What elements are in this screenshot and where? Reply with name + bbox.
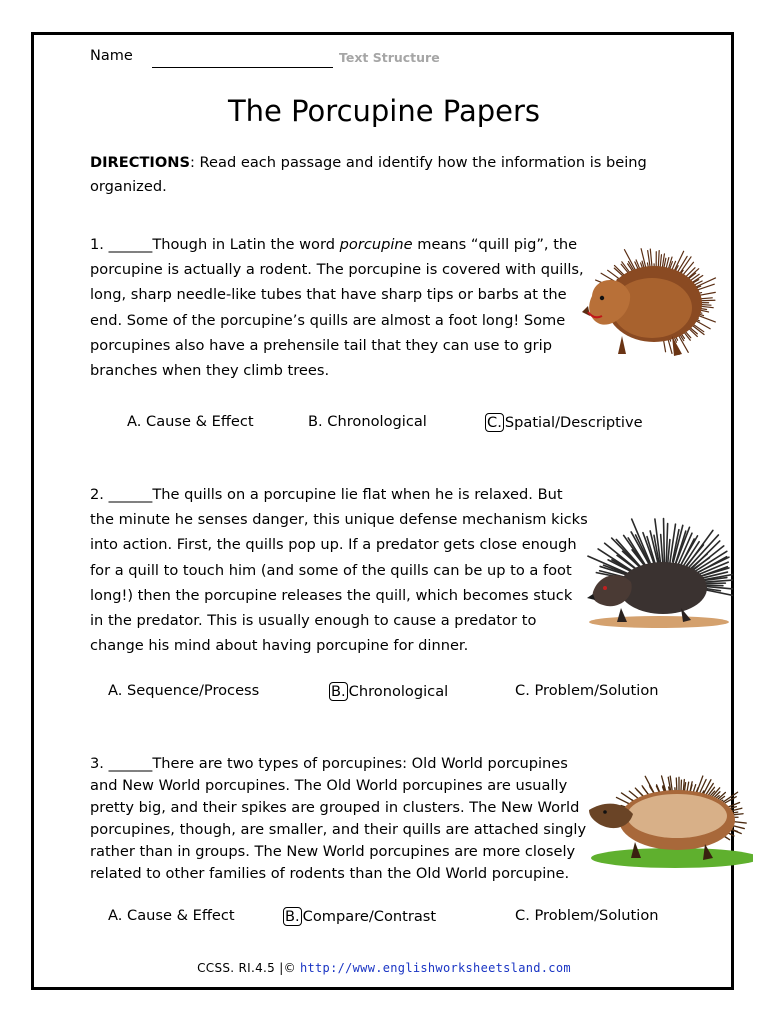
option-2a[interactable]: A. Sequence/Process (108, 682, 260, 699)
porcupine-body (619, 562, 707, 614)
passage-line: for a quill to touch him (and some of the quills can be up to a foot (90, 561, 572, 579)
passage-line: and New World porcupines. The Old World porcupines are usually (90, 777, 568, 794)
passage-line: pretty big, and their spikes are grouped in clusters. The New World (90, 799, 580, 816)
directions-label: DIRECTIONS (90, 154, 190, 171)
passage-line: related to other families of rodents than the Old World porcupine. (90, 865, 570, 882)
worksheet-subject: Text Structure (339, 50, 440, 65)
passage-line: into action. First, the quills pop up. If a predator gets close enough (90, 536, 577, 554)
passage-line: porcupine is actually a rodent. The porcupine is covered with quills, (90, 261, 584, 279)
grass-patch (591, 848, 753, 868)
passage-line: 3. ______There are two types of porcupines: Old World porcupines (90, 755, 568, 772)
passage-1 (90, 232, 584, 383)
footer-standard: CCSS. RI.4.5 |© (197, 961, 300, 975)
option-1a[interactable]: A. Cause & Effect (127, 413, 254, 430)
directions (90, 151, 650, 199)
passage-line: long, sharp needle-like tubes that have sharp tips or barbs at the (90, 286, 567, 304)
circled-answer: C. (487, 414, 502, 431)
option-1c[interactable]: C. Spatial/Descriptive (487, 414, 643, 431)
passage-line: end. Some of the porcupine’s quills are almost a foot long! Some (90, 311, 566, 329)
passage-line: the minute he senses danger, this unique defense mechanism kicks (90, 511, 588, 529)
circled-answer: B. (285, 908, 300, 925)
passage-line: in the predator. This is usually enough to cause a predator to (90, 612, 537, 630)
passage-line: branches when they climb trees. (90, 362, 330, 380)
footer (0, 961, 768, 975)
passage-3 (90, 753, 586, 885)
directions-text: : Read each passage and identify how the information is being organized. (90, 154, 647, 195)
passage-line: change his mind about having porcupine for dinner. (90, 637, 469, 655)
name-label: Name (90, 48, 133, 64)
porcupine-illustration-2 (585, 504, 733, 632)
name-field-line[interactable] (152, 67, 333, 68)
option-1b[interactable]: B. Chronological (308, 413, 427, 430)
passage-line: porcupines, though, are smaller, and their quills are attached singly (90, 821, 587, 838)
passage-line: porcupines also have a prehensile tail that they can use to grip (90, 336, 552, 354)
option-2b[interactable]: B. Chronological (331, 683, 449, 700)
passage-line: 1. ______Though in Latin the word porcupine means “quill pig”, the (90, 236, 578, 253)
passage-line: 2. ______The quills on a porcupine lie flat when he is relaxed. But (90, 486, 563, 503)
passage-line: long!) then the porcupine releases the quill, which becomes stuck (90, 586, 573, 604)
porcupine-illustration-1 (582, 236, 724, 370)
porcupine-illustration-3 (585, 770, 753, 870)
option-3a[interactable]: A. Cause & Effect (108, 907, 235, 924)
page-title: The Porcupine Papers (227, 94, 541, 128)
passage-line: rather than in groups. The New World porcupines are more closely (90, 843, 576, 860)
option-3b[interactable]: B. Compare/Contrast (285, 908, 437, 925)
option-3c[interactable]: C. Problem/Solution (515, 907, 659, 924)
option-2c[interactable]: C. Problem/Solution (515, 682, 659, 699)
footer-link[interactable]: http://www.englishworksheetsland.com (299, 961, 571, 975)
circled-answer: B. (331, 683, 346, 700)
passage-2 (90, 482, 588, 658)
